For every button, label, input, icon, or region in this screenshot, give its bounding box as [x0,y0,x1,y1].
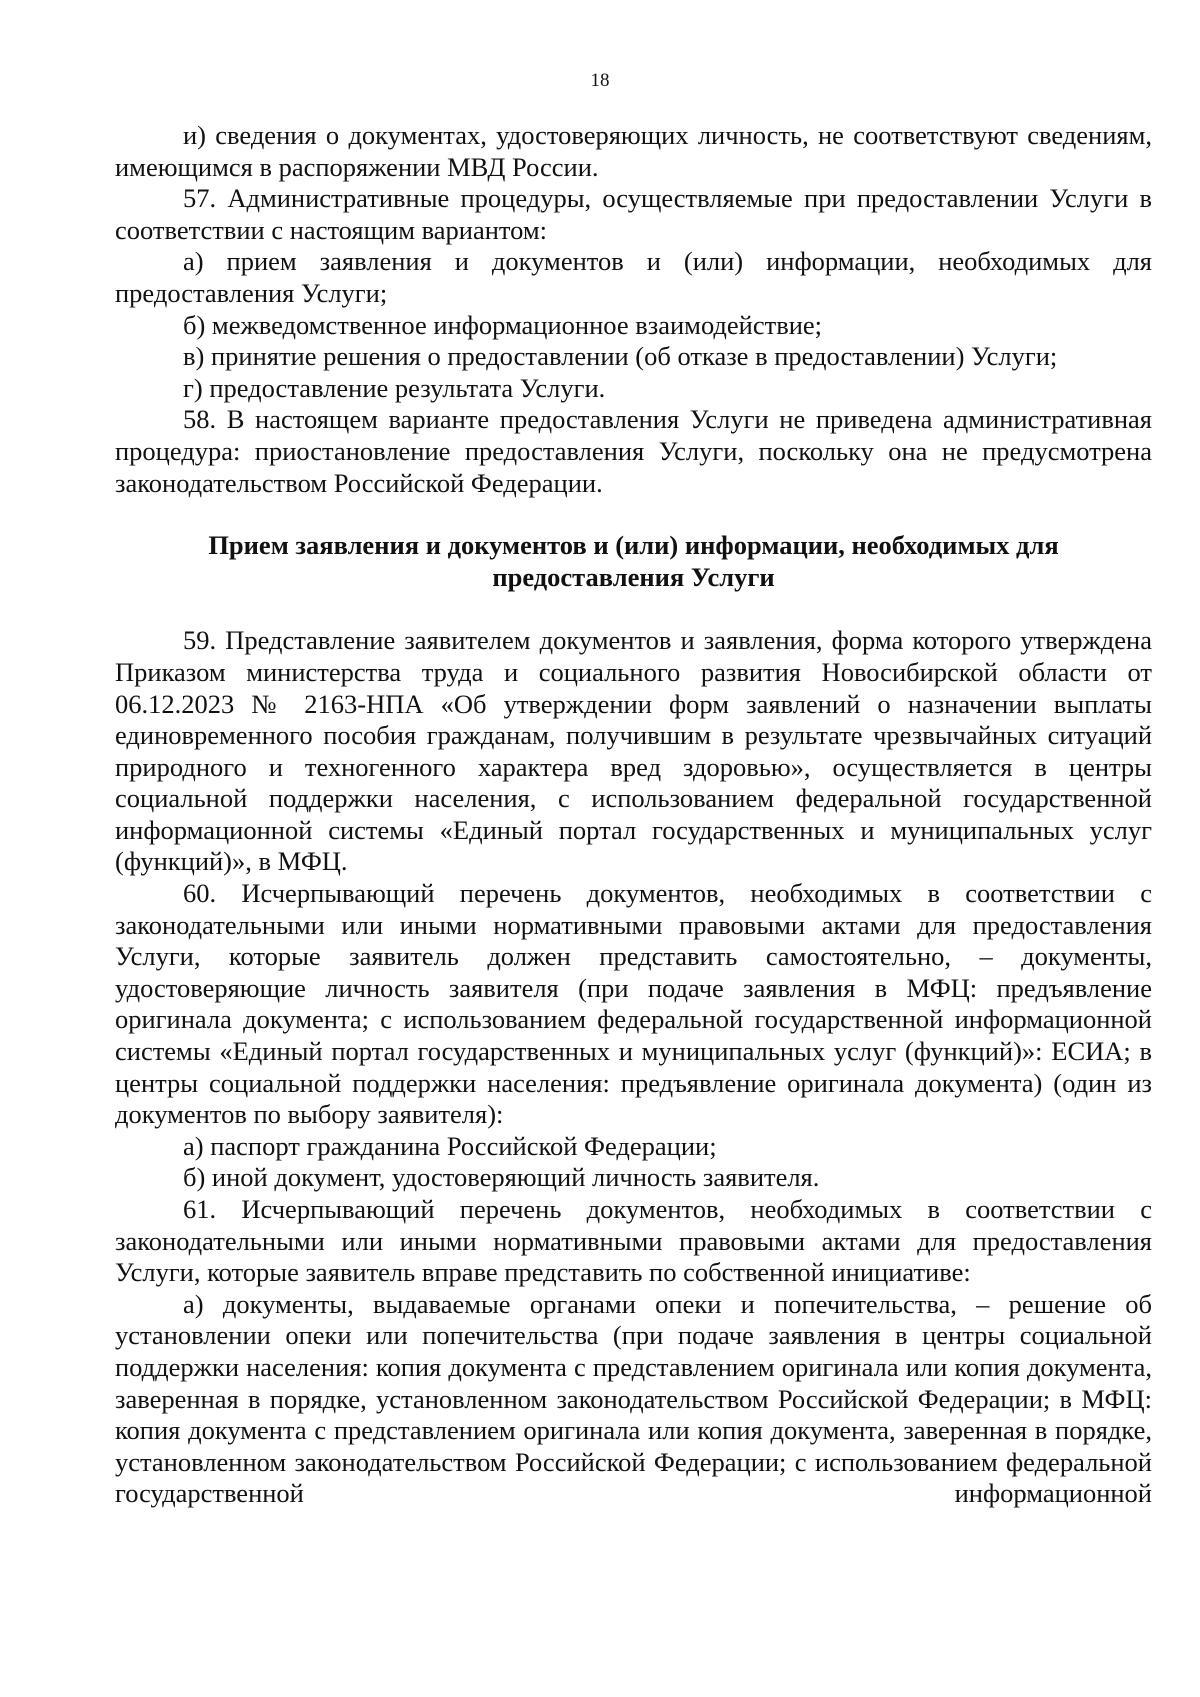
paragraph-59: 59. Представление заявителем документов и заявления, форма которого утверждена Приказом министерства труда и социального развития Новосибирской области от 06.12.2023 № 2163-НПА «Об утверждении форм заявлений о назначении выплаты единовременного пособия гражданам, получившим в результате чрезвычайных ситуаций природного и техногенного характера вред здоровью», осуществляется в центры социальной поддержки населения, с использованием федеральной государственной информационной системы «Единый портал государственных и муниципальных услуг (функций)», в МФЦ. [115,625,1152,877]
paragraph-item-i: и) сведения о документах, удостоверяющих личность, не соответствуют сведениям, имеющимся в распоряжении МВД России. [115,120,1152,182]
paragraph-57-item-v: в) принятие решения о предоставлении (об отказе в предоставлении) Услуги; [183,341,1058,372]
paragraph-60: 60. Исчерпывающий перечень документов, необходимых в соответствии с законодательными или иными нормативными правовыми актами для предоставления Услуги, которые заявитель должен представить самостоятельно, – документы, удостоверяющие личность заявителя (при подаче заявления в МФЦ: предъявление оригинала документа; с использованием федеральной государственной информационной системы «Единый портал государственных и муниципальных услуг (функций)»: ЕСИА; в центры социальной поддержки населения: предъявление оригинала документа) (один из документов по выбору заявителя): [115,878,1152,1130]
paragraph-61: 61. Исчерпывающий перечень документов, необходимых в соответствии с законодательными или иными нормативными правовыми актами для предоставления Услуги, которые заявитель вправе представить по собственной инициативе: [115,1194,1152,1288]
paragraph-57-item-a: а) прием заявления и документов и (или) информации, необходимых для предоставления Услуги; [115,246,1152,308]
paragraph-60-item-b: б) иной документ, удостоверяющий личность заявителя. [183,1162,820,1193]
page-number: 18 [590,70,610,91]
paragraph-58: 58. В настоящем варианте предоставления Услуги не приведена административная процедура: приостановление предоставления Услуги, поскольку она не предусмотрена законодательством Российской Федерации. [115,404,1152,498]
paragraph-60-item-a: а) паспорт гражданина Российской Федерации; [183,1130,717,1161]
paragraph-57-item-g: г) предоставление результата Услуги. [183,372,606,403]
paragraph-57-item-b: б) межведомственное информационное взаимодействие; [183,309,823,340]
paragraph-57: 57. Административные процедуры, осуществляемые при предоставлении Услуги в соответствии с настоящим вариантом: [115,183,1152,245]
paragraph-61-item-a: а) документы, выдаваемые органами опеки и попечительства, – решение об установлении опеки или попечительства (при подаче заявления в центры социальной поддержки населения: копия документа с представлением оригинала или копия документа, заверенная в порядке, установленном законодательством Российской Федерации; в МФЦ: копия документа с представлением оригинала или копия документа, заверенная в порядке, установленном законодательством Российской Федерации; с использованием федеральной государственной информационной [115,1288,1152,1509]
section-heading: Прием заявления и документов и (или) информации, необходимых для предоставления Услуги [208,530,1059,592]
page-content [115,120,1152,1510]
